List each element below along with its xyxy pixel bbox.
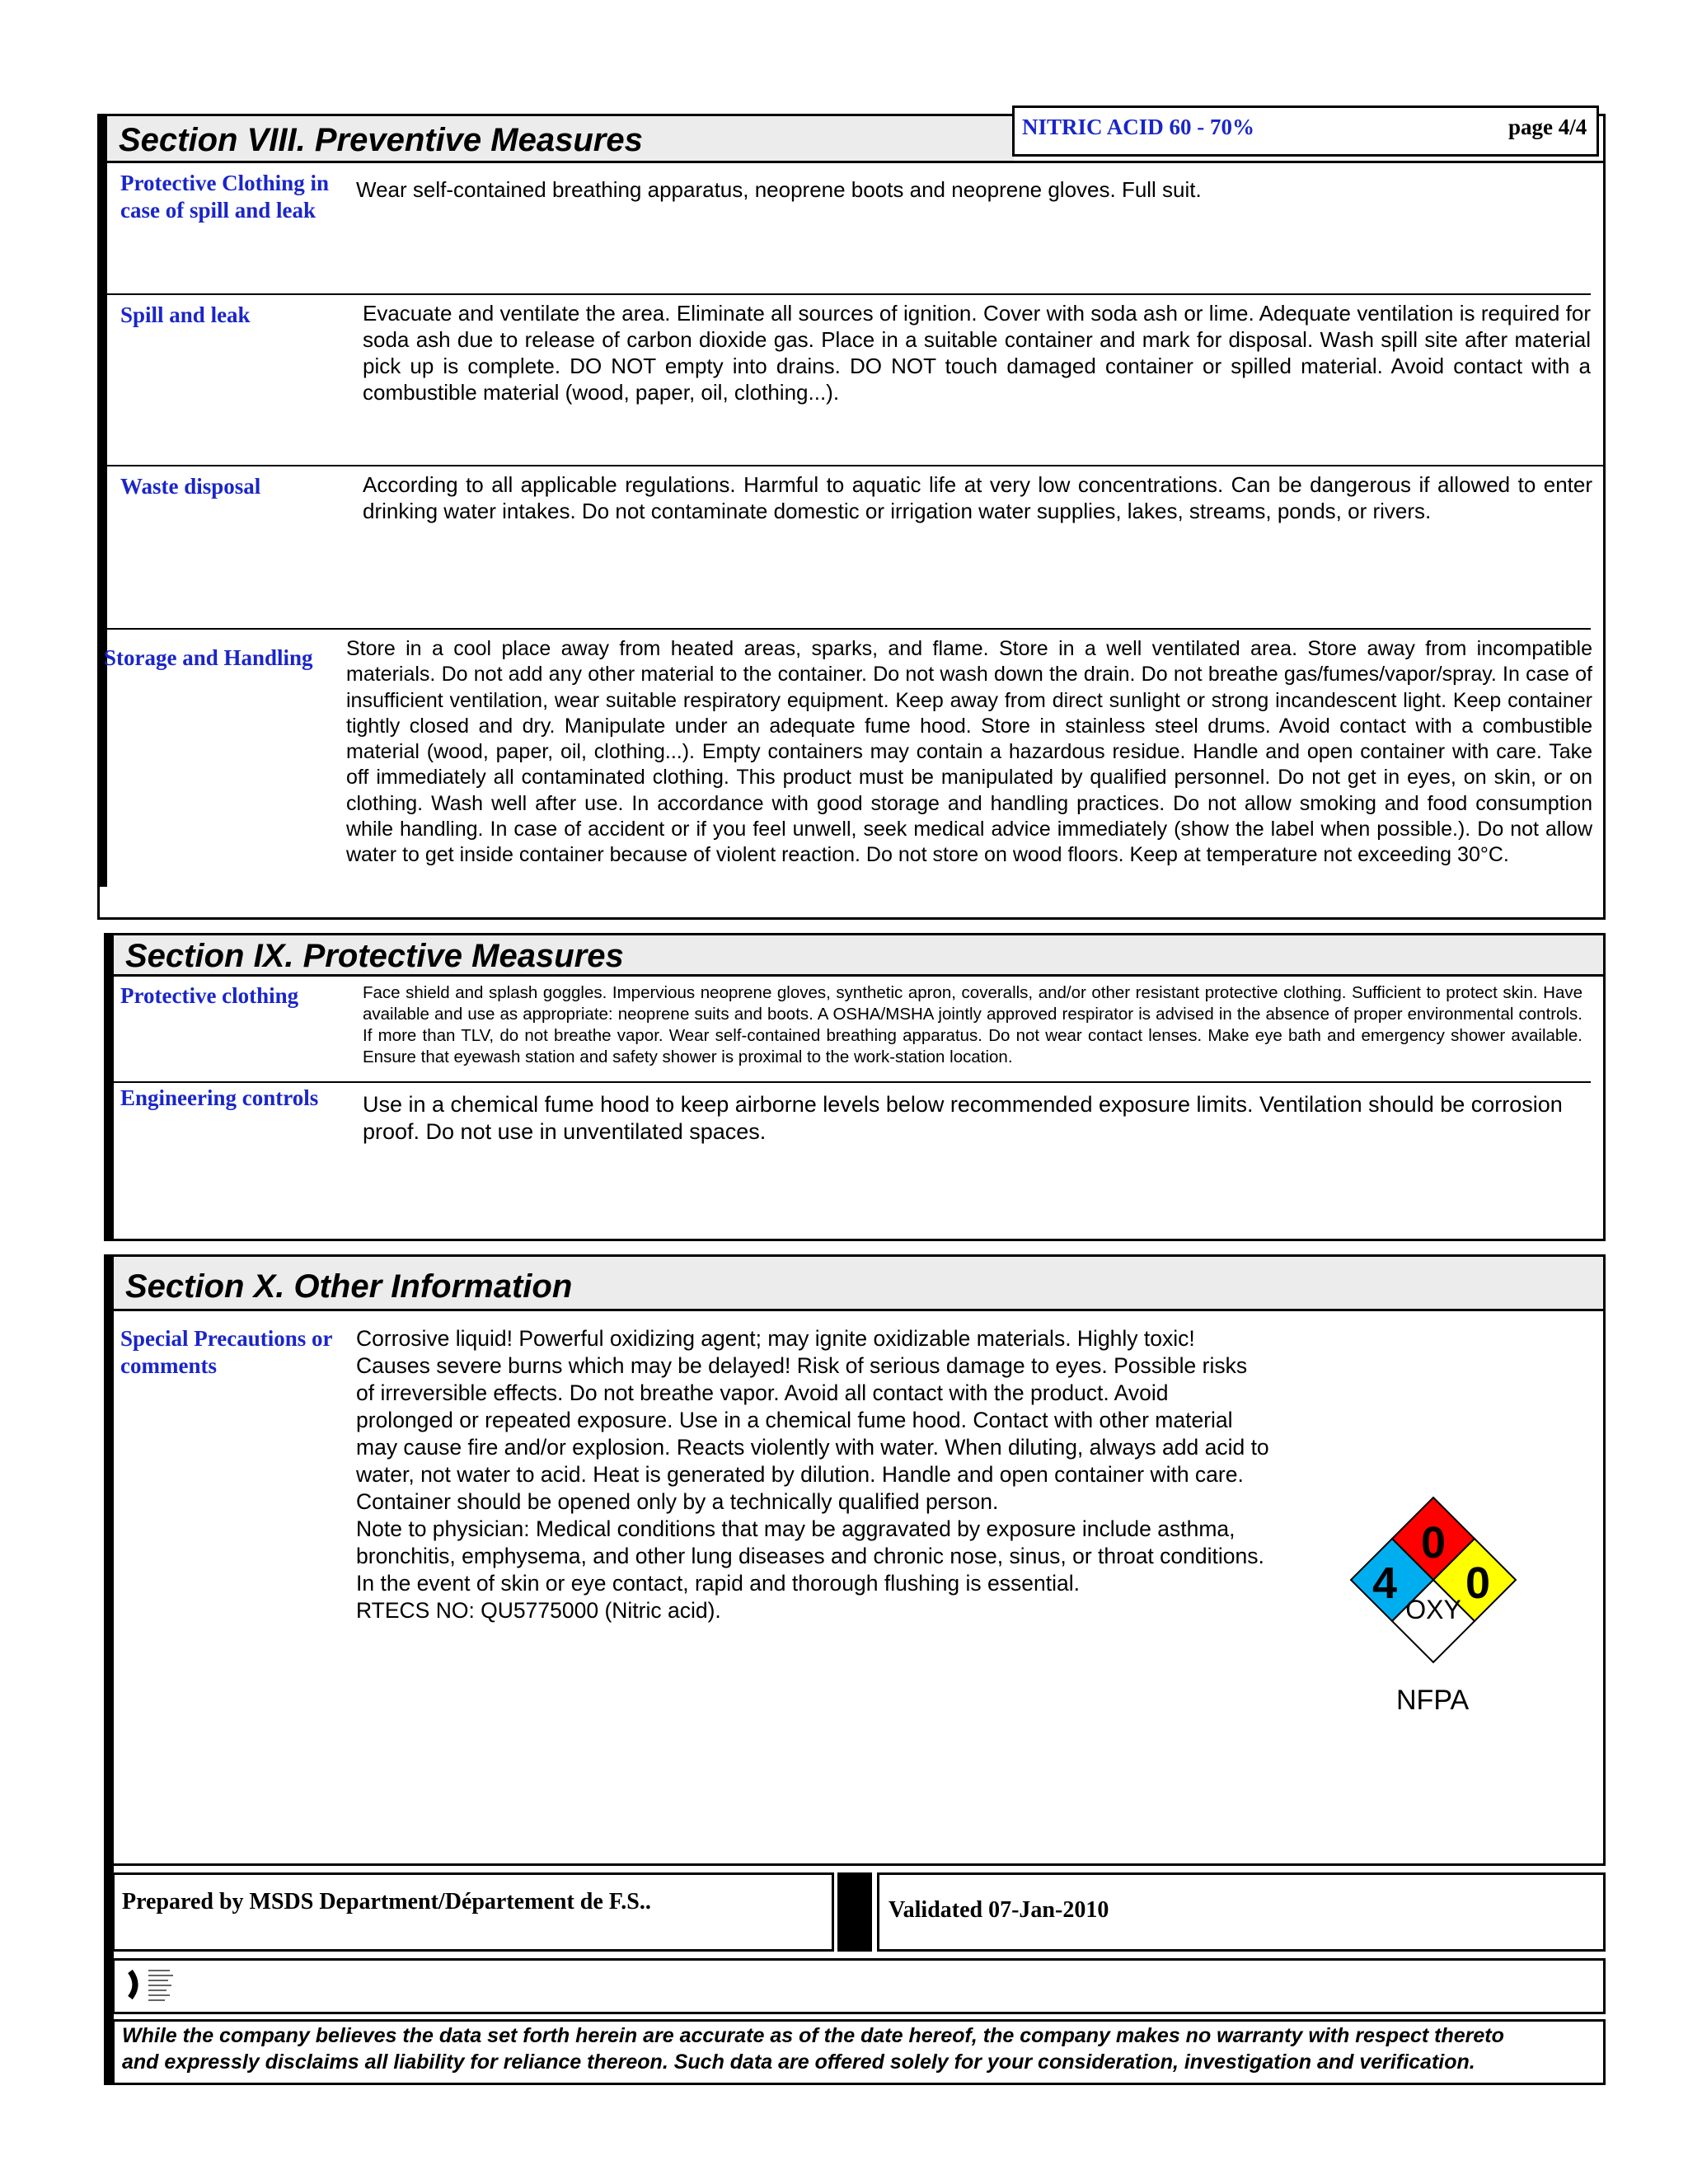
nfpa-caption: NFPA [1396,1685,1470,1716]
label-waste-disposal: Waste disposal [120,474,261,499]
text-line: Container should be opened only by a technically qualified person. [356,1489,999,1514]
text-engineering-controls: Use in a chemical fume hood to keep airborne levels below recommended exposure limits. Ventilation should be corrosion proof. Do not use in unventilated spaces. [363,1092,1563,1144]
text-line: may cause fire and/or explosion. Reacts violently with water. When diluting, always add acid to [356,1435,1269,1460]
row-divider [114,1081,1591,1083]
label-line-1: Protective Clothing in [120,171,329,195]
nfpa-flammability: 0 [1420,1518,1447,1568]
label-line-1: Special Precautions or [120,1326,333,1351]
disclaimer-text [122,2022,1597,2075]
label-storage-handling: Storage and Handling [104,645,313,670]
divider-block [837,1872,872,1952]
row-divider [107,465,1603,466]
section-ix-title: Section IX. Protective Measures [114,935,1603,977]
label-spill-and-leak: Spill and leak [120,302,251,327]
logo-strip [112,1958,1606,2014]
text-waste-disposal: According to all applicable regulations. Harmful to aquatic life at very low concentrations. Can be dangerous if allowed to enter drinking water intakes. Do not contaminate domestic or irrigation water supplies, lakes, streams, ponds, or rivers. [363,472,1592,523]
section-ix-box [104,933,1606,1241]
section-viii-title: Section VIII. Preventive Measures [107,116,1014,162]
company-logo [124,1965,181,2006]
text-line: Note to physician: Medical conditions that may be aggravated by exposure include asthma, [356,1516,1236,1541]
nfpa-diamond [1348,1495,1518,1665]
page-number: page 4/4 [1508,115,1587,139]
row-divider [107,293,1591,295]
text-protective-clothing-spill: Wear self-contained breathing apparatus, neoprene boots and neoprene gloves. Full suit. [356,177,1202,202]
text-line: prolonged or repeated exposure. Use in a chemical fume hood. Contact with other material [356,1408,1233,1432]
nfpa-health: 4 [1372,1558,1398,1608]
text-special-precautions [356,1325,1329,1624]
validated-date: Validated 07-Jan-2010 [889,1897,1109,1923]
text-line: bronchitis, emphysema, and other lung diseases and chronic nose, sinus, or throat conditions. [356,1544,1264,1568]
label-protective-clothing-spill [120,170,359,224]
text-line: water, not water to acid. Heat is generated by dilution. Handle and open container with care. [356,1462,1244,1487]
prepared-by: Prepared by MSDS Department/Département de F.S.. [122,1889,651,1915]
disclaimer-line-1: While the company believes the data set forth herein are accurate as of the date hereof, the company makes no warranty with respect thereto [122,2024,1504,2047]
row-divider [107,628,1591,630]
section-x-title: Section X. Other Information [114,1257,1603,1311]
text-line: RTECS NO: QU5775000 (Nitric acid). [356,1598,721,1623]
product-name: NITRIC ACID 60 - 70% [1022,115,1255,139]
text-line: In the event of skin or eye contact, rapid and thorough flushing is essential. [356,1571,1080,1596]
label-line-2: case of spill and leak [120,198,316,223]
text-storage-handling: Store in a cool place away from heated areas, sparks, and flame. Store in a well ventilated area. Store away from incompatible materials. Do not add any other material to the container. Do not wash down the drain. Do not breathe gas/fumes/vapor/spray. In case of insufficient ventilation, wear suitable respiratory equipment. Keep away from direct sunlight or strong incandescent light. Keep container tightly closed and dry. Manipulate under an adequate fume hood. Store in stainless steel drums. Avoid contact with a combustible material (wood, paper, oil, clothing...). Empty containers may contain a hazardous residue. Handle and open container with care. Take off immediately all contaminated clothing. This product must be manipulated by qualified personnel. Do not get in eyes, on skin, or on clothing. Wash well after use. In accordance with good storage and handling practices. Do not allow smoking and food consumption while handling. In case of accident or if you feel unwell, seek medical advice immediately (show the label when possible.). Do not allow water to get inside container because of violent reaction. Do not store on wood floors. Keep at temperature not exceeding 30°C. [346,637,1592,867]
text-line: Causes severe burns which may be delayed! Risk of serious damage to eyes. Possible risks [356,1353,1248,1378]
text-protective-clothing: Face shield and splash goggles. Impervious neoprene gloves, synthetic apron, coveralls, and/or other resistant protective clothing. Sufficient to protect skin. Have available and use as appropriate: neoprene suits and boots. A OSHA/MSHA jointly approved respirator is advised in the absence of proper environmental controls. If more than TLV, do not breathe vapor. Wear self-contained breathing apparatus. Do not wear contact lenses. Make eye bath and emergency shower available. Ensure that eyewash station and safety shower is proximal to the work-station location. [363,983,1582,1066]
label-protective-clothing: Protective clothing [120,983,299,1008]
section-viii-title-rule [107,161,1603,163]
label-special-precautions [120,1325,368,1380]
disclaimer-line-2: and expressly disclaims all liability for reliance thereon. Such data are offered solely for your consideration, investigation and verification. [122,2050,1475,2074]
label-line-2: comments [120,1353,217,1378]
text-line: of irreversible effects. Do not breathe vapor. Avoid all contact with the product. Avoid [356,1380,1169,1405]
nfpa-reactivity: 0 [1465,1558,1491,1608]
text-line: Corrosive liquid! Powerful oxidizing agent; may ignite oxidizable materials. Highly toxic! [356,1326,1195,1351]
nfpa-special: OXY [1405,1595,1461,1624]
text-spill-and-leak: Evacuate and ventilate the area. Eliminate all sources of ignition. Cover with soda ash or lime. Adequate ventilation is required for soda ash due to release of carbon dioxide gas. Place in a suitable container and mark for disposal. Wash spill site after material pick up is complete. DO NOT empty into drains. DO NOT touch damaged container or spilled material. Avoid contact with a combustible material (wood, paper, oil, clothing...). [363,301,1591,405]
label-engineering-controls: Engineering controls [120,1085,319,1110]
